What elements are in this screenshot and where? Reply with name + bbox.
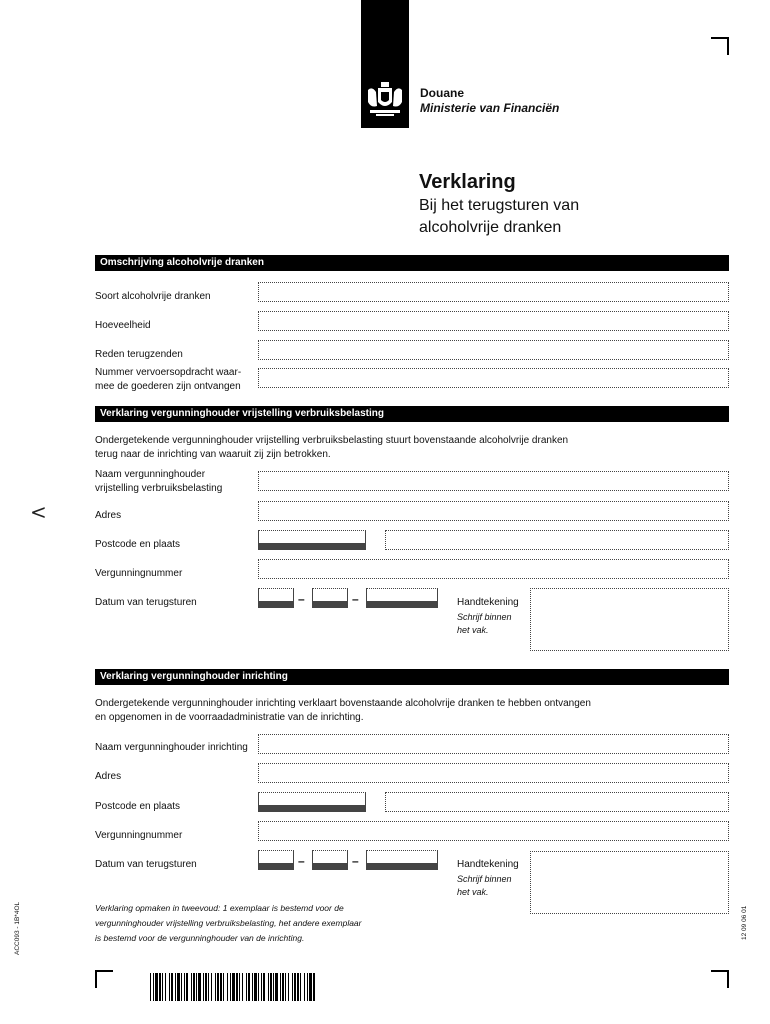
paragraph-vrijstelling-line1: Ondergetekende vergunninghouder vrijstelling verbruiksbelasting stuurt bovenstaande alcoholvrije dranken: [95, 435, 569, 446]
barcode-bar: [171, 973, 173, 1001]
barcode-bar: [309, 973, 312, 1001]
barcode-bar: [304, 973, 305, 1001]
adres-field[interactable]: [258, 501, 729, 521]
label-soort: Soort alcoholvrije dranken: [95, 291, 211, 302]
barcode-bar: [292, 973, 293, 1001]
barcode-bar: [198, 973, 201, 1001]
vergunningnummer-inrichting-field[interactable]: [258, 821, 729, 841]
section-heading-vrijstelling: Verklaring vergunninghouder vrijstelling verbruiksbelasting: [95, 406, 729, 422]
barcode: [150, 973, 315, 1001]
crop-mark-bottom-left: [95, 970, 113, 988]
label-datum-inrichting: Datum van terugsturen: [95, 859, 197, 870]
barcode-bar: [307, 973, 308, 1001]
barcode-bar: [248, 973, 250, 1001]
plaats-field[interactable]: [385, 530, 729, 550]
barcode-bar: [236, 973, 238, 1001]
barcode-bar: [268, 973, 269, 1001]
datum-inrichting-year-tick-marks: [367, 863, 437, 869]
page-subtitle: Bij het terugsturen van alcoholvrije dranken: [419, 197, 580, 236]
crest-logo: [364, 80, 406, 120]
barcode-bar: [263, 973, 265, 1001]
barcode-bar: [282, 973, 284, 1001]
postcode-tick-marks: [259, 543, 365, 549]
barcode-bar: [215, 973, 216, 1001]
barcode-bar: [261, 973, 262, 1001]
paragraph-vrijstelling-line2: terug naar de inrichting van waaruit zij zijn betrokken.: [95, 449, 331, 460]
barcode-bar: [203, 973, 204, 1001]
footnote: [95, 901, 415, 946]
adres-inrichting-field[interactable]: [258, 763, 729, 783]
label-handtekening: Handtekening: [457, 597, 519, 608]
label-nummer-line1: Nummer vervoersopdracht waar-: [95, 367, 242, 378]
barcode-bar: [285, 973, 286, 1001]
datum-month-tick-marks: [313, 601, 347, 607]
org-name: Douane: [420, 86, 465, 100]
vergunningnummer-field[interactable]: [258, 559, 729, 579]
barcode-bar: [217, 973, 219, 1001]
signature-box-inrichting[interactable]: [530, 851, 729, 914]
postcode-field[interactable]: [258, 530, 366, 550]
barcode-bar: [165, 973, 166, 1001]
label-postcode-inrichting: Postcode en plaats: [95, 801, 181, 812]
datum-inrichting-month-tick-marks: [313, 863, 347, 869]
barcode-bar: [280, 973, 281, 1001]
barcode-bar: [300, 973, 301, 1001]
datum-year-field[interactable]: [366, 588, 438, 608]
signature-hint-line2: het vak.: [457, 625, 489, 635]
postcode-inrichting-field[interactable]: [258, 792, 366, 812]
barcode-bar: [242, 973, 243, 1001]
signature-hint-inrichting-line2: het vak.: [457, 887, 489, 897]
barcode-bar: [169, 973, 170, 1001]
page-title: Verklaring: [419, 171, 516, 193]
fold-mark: <: [30, 500, 47, 524]
datum-month-field[interactable]: [312, 588, 348, 608]
barcode-bar: [193, 973, 195, 1001]
barcode-bar: [230, 973, 231, 1001]
label-vergunningnummer-inrichting: Vergunningnummer: [95, 830, 183, 841]
barcode-bar: [205, 973, 207, 1001]
datum-inrichting-day-tick-marks: [259, 863, 293, 869]
label-naam-vrijstelling-line2: vrijstelling verbruiksbelasting: [95, 483, 223, 494]
barcode-bar: [196, 973, 197, 1001]
datum-year-tick-marks: [367, 601, 437, 607]
datum-day-tick-marks: [259, 601, 293, 607]
paragraph-inrichting-line2: en opgenomen in de voorraadadministratie van de inrichting.: [95, 712, 364, 723]
barcode-bar: [177, 973, 180, 1001]
datum-inrichting-month-field[interactable]: [312, 850, 348, 870]
naam-vrijstelling-field[interactable]: [258, 471, 729, 491]
barcode-bar: [159, 973, 161, 1001]
barcode-bar: [239, 973, 240, 1001]
hoeveelheid-field[interactable]: [258, 311, 729, 331]
label-naam-inrichting: Naam vergunninghouder inrichting: [95, 742, 248, 753]
date-separator: –: [352, 592, 359, 606]
label-naam-vrijstelling-line1: Naam vergunninghouder: [95, 469, 206, 480]
paragraph-inrichting-line1: Ondergetekende vergunninghouder inrichting verklaart bovenstaande alcoholvrije dranken te hebben ontvangen: [95, 698, 591, 709]
section-heading-inrichting: Verklaring vergunninghouder inrichting: [95, 669, 729, 685]
barcode-bar: [220, 973, 222, 1001]
label-vergunningnummer: Vergunningnummer: [95, 568, 183, 579]
label-hoeveelheid: Hoeveelheid: [95, 320, 151, 331]
crop-mark-bottom-right: [711, 970, 729, 988]
datum-inrichting-day-field[interactable]: [258, 850, 294, 870]
label-nummer-line2: mee de goederen zijn ontvangen: [95, 381, 241, 392]
barcode-bar: [297, 973, 299, 1001]
footnote-line1: Verklaring opmaken in tweevoud: 1 exemplaar is bestemd voor de: [95, 903, 344, 913]
date-separator: –: [298, 592, 305, 606]
barcode-bar: [162, 973, 163, 1001]
label-adres-inrichting: Adres: [95, 771, 122, 782]
label-postcode: Postcode en plaats: [95, 539, 181, 550]
barcode-bar: [175, 973, 176, 1001]
barcode-bar: [186, 973, 188, 1001]
label-adres: Adres: [95, 510, 122, 521]
plaats-inrichting-field[interactable]: [385, 792, 729, 812]
barcode-bar: [153, 973, 154, 1001]
barcode-bar: [273, 973, 274, 1001]
nummer-vervoersopdracht-field[interactable]: [258, 368, 729, 388]
barcode-bar: [294, 973, 296, 1001]
barcode-bar: [258, 973, 259, 1001]
footnote-line2: vergunninghouder vrijstelling verbruiksbelasting, het andere exemplaar: [95, 918, 362, 928]
date-separator: –: [352, 854, 359, 868]
barcode-bar: [191, 973, 192, 1001]
datum-day-field[interactable]: [258, 588, 294, 608]
section-heading-omschrijving: Omschrijving alcoholvrije dranken: [95, 255, 729, 271]
naam-inrichting-field[interactable]: [258, 734, 729, 754]
barcode-bar: [246, 973, 247, 1001]
label-datum: Datum van terugsturen: [95, 597, 197, 608]
barcode-bar: [223, 973, 224, 1001]
barcode-bar: [155, 973, 158, 1001]
signature-hint-inrichting-line1: Schrijf binnen: [457, 874, 512, 884]
barcode-bar: [181, 973, 182, 1001]
date-separator: –: [298, 854, 305, 868]
signature-box-vrijstelling[interactable]: [530, 588, 729, 651]
barcode-bar: [288, 973, 289, 1001]
label-reden: Reden terugzenden: [95, 349, 183, 360]
reden-field[interactable]: [258, 340, 729, 360]
signature-hint-line1: Schrijf binnen: [457, 612, 512, 622]
barcode-bar: [252, 973, 253, 1001]
barcode-bar: [150, 973, 151, 1001]
crop-mark-top-right: [711, 37, 729, 55]
barcode-bar: [270, 973, 272, 1001]
barcode-bar: [211, 973, 212, 1001]
barcode-bar: [227, 973, 228, 1001]
label-handtekening-inrichting: Handtekening: [457, 859, 519, 870]
datum-inrichting-year-field[interactable]: [366, 850, 438, 870]
barcode-bar: [232, 973, 235, 1001]
barcode-bar: [313, 973, 315, 1001]
barcode-bar: [254, 973, 257, 1001]
barcode-bar: [275, 973, 278, 1001]
barcode-bar: [208, 973, 209, 1001]
soort-field[interactable]: [258, 282, 729, 302]
barcode-bar: [184, 973, 185, 1001]
form-code: ACC093 - 1B*4OL: [14, 901, 21, 955]
footnote-line3: is bestemd voor de vergunninghouder van de inrichting.: [95, 933, 305, 943]
org-subtitle: Ministerie van Financiën: [420, 101, 560, 115]
postcode-inrichting-tick-marks: [259, 805, 365, 811]
version-code: 12 09 06 01: [741, 905, 748, 940]
